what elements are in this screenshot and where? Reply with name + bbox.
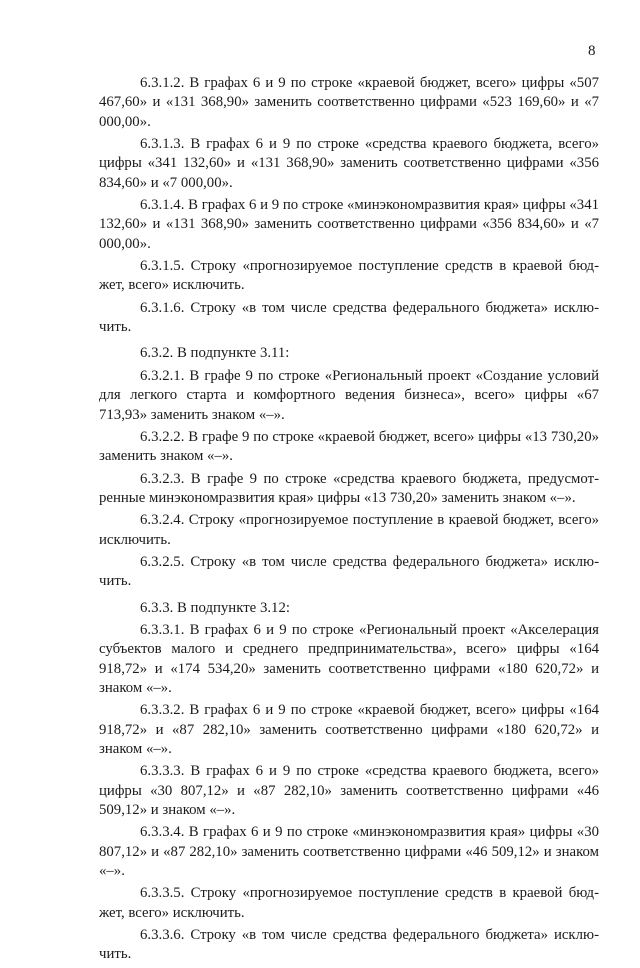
paragraph-6-3-3-1: 6.3.3.1. В графах 6 и 9 по строке «Региональный проект «Акселерация субъектов малого и среднего предпринимательства», всего» цифры «164 918,72» и «174 534,20» заменить соответственно цифрами «180 620,72» и знаком «–». <box>99 621 599 696</box>
paragraph-6-3-2-5: 6.3.2.5. Строку «в том числе средства федерального бюджета» исключить. <box>99 553 599 590</box>
paragraph-6-3-1-5: 6.3.1.5. Строку «прогнозируемое поступление средств в краевой бюджет, всего» исключить. <box>99 258 599 294</box>
paragraph-6-3-3-4: 6.3.3.4. В графах 6 и 9 по строке «минэкономразвития края» цифры «30 807,12» и «87 282,10» заменить соответственно цифрами «46 509,12» и знаком «–». <box>99 824 599 880</box>
paragraph-6-3-1-6: 6.3.1.6. Строку «в том числе средства федерального бюджета» исключить. <box>99 299 599 336</box>
paragraph-6-3-3-3: 6.3.3.3. В графах 6 и 9 по строке «средства краевого бюджета, всего» цифры «30 807,12» и «87 282,10» заменить соответственно цифрами «46 509,12» и знаком «–». <box>99 763 599 819</box>
paragraph-6-3-2: 6.3.2. В подпункте 3.11: <box>140 345 290 362</box>
paragraph-6-3-2-1: 6.3.2.1. В графе 9 по строке «Региональный проект «Создание условий для легкого старта и комфортного ведения бизнеса», всего» цифры «67 713,93» заменить знаком «–». <box>99 367 599 423</box>
paragraph-6-3-3: 6.3.3. В подпункте 3.12: <box>140 599 290 616</box>
paragraph-6-3-1-3: 6.3.1.3. В графах 6 и 9 по строке «средства краевого бюджета, всего» цифры «341 132,60» и «131 368,90» заменить соответственно цифрами «356 834,60» и «7 000,00». <box>99 136 599 191</box>
paragraph-6-3-3-2: 6.3.3.2. В графах 6 и 9 по строке «краевой бюджет, всего» цифры «164 918,72» и «87 282,10» заменить соответственно цифрами «180 620,72» и знаком «–». <box>99 702 599 757</box>
paragraph-6-3-2-4: 6.3.2.4. Строку «прогнозируемое поступление в краевой бюджет, всего» исключить. <box>99 512 599 548</box>
paragraph-6-3-2-3: 6.3.2.3. В графе 9 по строке «средства краевого бюджета, предусмотренные минэкономразвития края» цифры «13 730,20» заменить знаком «–». <box>99 470 599 506</box>
paragraph-6-3-3-6: 6.3.3.6. Строку «в том числе средства федерального бюджета» исключить. <box>99 927 599 963</box>
paragraph-6-3-3-5: 6.3.3.5. Строку «прогнозируемое поступление средств в краевой бюджет, всего» исключить. <box>99 885 599 921</box>
paragraph-6-3-1-4: 6.3.1.4. В графах 6 и 9 по строке «минэкономразвития края» цифры «341 132,60» и «131 368,90» заменить соответственно цифрами «356 834,60» и «7 000,00». <box>99 197 599 252</box>
paragraph-6-3-1-2: 6.3.1.2. В графах 6 и 9 по строке «краевой бюджет, всего» цифры «507 467,60» и «131 368,90» заменить соответственно цифрами «523 169,60» и «7 000,00». <box>99 75 599 130</box>
paragraph-6-3-2-2: 6.3.2.2. В графе 9 по строке «краевой бюджет, всего» цифры «13 730,20» заменить знаком «–». <box>99 428 599 465</box>
document-body <box>99 74 599 968</box>
page-number: 8 <box>588 43 596 59</box>
